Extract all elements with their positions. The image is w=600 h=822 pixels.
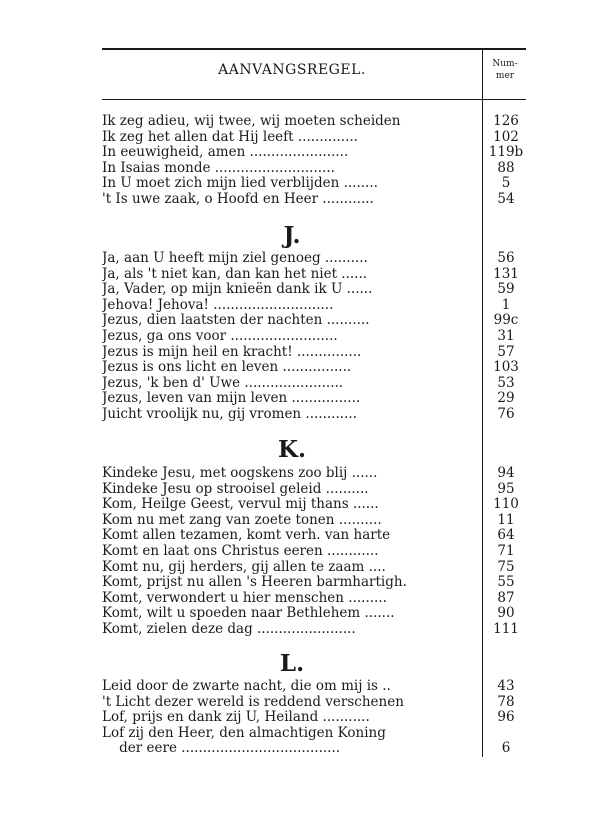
- song-number: 131: [493, 265, 519, 282]
- song-number: 71: [497, 542, 515, 559]
- first-line: der eere .....................................: [102, 741, 341, 757]
- section-letter-k: K.: [278, 436, 306, 463]
- song-number: 59: [497, 281, 515, 298]
- index-row: [102, 145, 526, 161]
- song-number: 53: [497, 374, 515, 391]
- index-row: [102, 544, 526, 560]
- song-number: 126: [493, 113, 519, 129]
- first-line: Kom nu met zang van zoete tonen ..........: [102, 512, 382, 528]
- index-row: [102, 606, 526, 622]
- index-row: [102, 513, 526, 529]
- index-row: [102, 466, 526, 482]
- section-i: [102, 114, 526, 208]
- first-line: Jezus, dien laatsten der nachten ..........: [102, 313, 370, 329]
- song-number: 31: [497, 327, 515, 344]
- first-line: In Isaias monde ............................: [102, 160, 335, 176]
- index-row: [102, 560, 526, 576]
- index-row: [102, 591, 526, 607]
- song-number: 102: [493, 128, 519, 145]
- first-line: Ja, Vader, op mijn knieën dank ik U ......: [102, 282, 373, 298]
- column-header-number: [484, 58, 526, 82]
- first-line: 't Licht dezer wereld is reddend verschenen: [102, 694, 404, 710]
- index-row: [102, 298, 526, 314]
- column-header-title: AANVANGSREGEL.: [218, 62, 366, 78]
- song-number: 119b: [488, 144, 524, 161]
- index-row: [102, 282, 526, 298]
- first-line: Jezus, leven van mijn leven ................: [102, 391, 361, 407]
- section-letter-l: L.: [279, 650, 305, 677]
- song-number: 57: [497, 343, 515, 360]
- song-number: 54: [497, 190, 515, 207]
- song-number: 87: [497, 589, 515, 606]
- first-line: Ik zeg het allen dat Hij leeft ..............: [102, 129, 358, 145]
- first-line: Lof, prijs en dank zij U, Heiland ...........: [102, 710, 370, 726]
- index-row: [102, 114, 526, 130]
- first-line: Jezus, 'k ben d' Uwe .......................: [102, 375, 344, 391]
- song-number: 90: [497, 605, 515, 622]
- index-row: [102, 267, 526, 283]
- song-number: 56: [497, 250, 515, 266]
- index-row: [102, 251, 526, 267]
- section-j: [102, 251, 526, 423]
- first-line: Jehova! Jehova! ............................: [102, 297, 334, 313]
- section-l: [102, 679, 526, 757]
- first-line: Jezus is ons licht en leven ................: [102, 360, 352, 376]
- index-row: [102, 329, 526, 345]
- index-row: [102, 726, 526, 742]
- first-line: Jezus is mijn heil en kracht! ...............: [102, 344, 362, 360]
- index-row: [102, 741, 526, 757]
- first-line: Komt, wilt u spoeden naar Bethlehem .......: [102, 606, 395, 622]
- first-line: Leid door de zwarte nacht, die om mij is ..: [102, 679, 391, 694]
- header-rule: [102, 99, 526, 100]
- first-line: Kindeke Jesu op strooisel geleid ..........: [102, 481, 369, 497]
- number-label-line2: mer: [495, 71, 515, 81]
- index-row: [102, 130, 526, 146]
- song-number: 110: [493, 496, 519, 513]
- song-number: 75: [497, 558, 515, 575]
- first-line: In U moet zich mijn lied verblijden ........: [102, 176, 378, 192]
- index-row: [102, 622, 526, 638]
- first-line: Ja, als 't niet kan, dan kan het niet ......: [102, 266, 368, 282]
- song-number: 95: [497, 480, 515, 497]
- song-number: 76: [497, 405, 515, 422]
- first-line: Komt en laat ons Christus eeren ............: [102, 543, 379, 559]
- song-number: 103: [493, 359, 519, 376]
- first-line: Lof zij den Heer, den almachtigen Koning: [102, 725, 386, 741]
- first-line: Kindeke Jesu, met oogskens zoo blij ......: [102, 466, 378, 481]
- index-row: [102, 407, 526, 423]
- song-number: 1: [501, 296, 511, 313]
- index-row: [102, 391, 526, 407]
- top-rule: [102, 48, 526, 50]
- song-number: 96: [497, 709, 515, 726]
- first-line: Komt, zielen deze dag .......................: [102, 621, 356, 637]
- first-line: Ik zeg adieu, wij twee, wij moeten scheiden: [102, 114, 401, 129]
- song-number: 29: [497, 390, 515, 407]
- index-row: [102, 679, 526, 695]
- index-row: [102, 575, 526, 591]
- song-number: 55: [497, 574, 515, 591]
- song-number: 94: [497, 465, 515, 481]
- index-row: [102, 313, 526, 329]
- index-row: [102, 192, 526, 208]
- section-letter-j: J.: [283, 222, 301, 249]
- song-number: 78: [497, 693, 515, 710]
- first-line: Kom, Heilge Geest, vervul mij thans ......: [102, 497, 379, 513]
- first-line: Jezus, ga ons voor .........................: [102, 328, 338, 344]
- index-row: [102, 161, 526, 177]
- index-row: [102, 710, 526, 726]
- index-row: [102, 345, 526, 361]
- first-line: Komt, verwondert u hier menschen .........: [102, 590, 387, 606]
- first-line: Komt, prijst nu allen 's Heeren barmhartigh.: [102, 575, 407, 591]
- song-number: 111: [493, 620, 519, 637]
- song-number: 64: [497, 527, 515, 544]
- first-line: Juicht vroolijk nu, gij vromen ............: [102, 406, 357, 422]
- index-row: [102, 360, 526, 376]
- index-row: [102, 528, 526, 544]
- first-line: Komt nu, gij herders, gij allen te zaam ....: [102, 559, 386, 575]
- song-number: 6: [501, 740, 511, 757]
- index-row: [102, 497, 526, 513]
- song-number: 88: [497, 159, 515, 176]
- index-row: [102, 695, 526, 711]
- song-number: 99c: [493, 312, 519, 329]
- song-number: 11: [497, 511, 515, 528]
- index-row: [102, 376, 526, 392]
- song-number: 5: [501, 175, 511, 192]
- index-row: [102, 176, 526, 192]
- first-line: 't Is uwe zaak, o Hoofd en Heer ............: [102, 191, 374, 207]
- first-line: In eeuwigheid, amen .......................: [102, 145, 349, 161]
- section-k: [102, 466, 526, 638]
- first-line: Ja, aan U heeft mijn ziel genoeg ..........: [102, 251, 368, 266]
- song-number: 43: [497, 678, 515, 694]
- first-line: Komt allen tezamen, komt verh. van harte: [102, 528, 391, 544]
- index-row: [102, 482, 526, 498]
- number-label-line1: Num-: [492, 59, 518, 69]
